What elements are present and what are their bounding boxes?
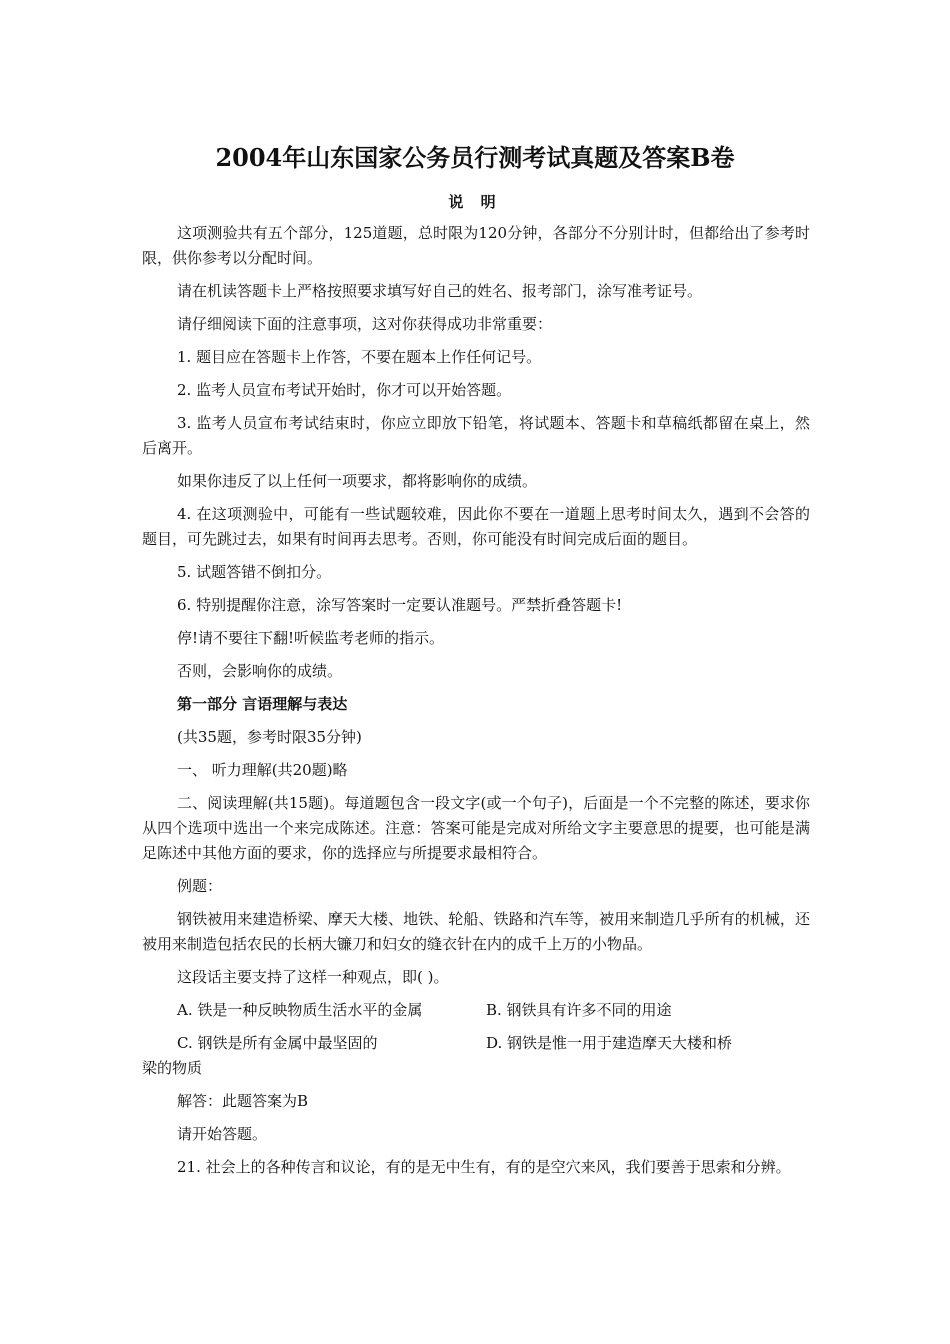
option-d: D. 钢铁是惟一用于建造摩天大楼和桥 [486,1034,733,1052]
question-21: 21. 社会上的各种传言和议论，有的是无中生有，有的是空穴来风，我们要善于思索和分辨。 [177,1158,791,1176]
options-row-1 [142,998,810,1023]
paragraph: 否则，会影响你的成绩。 [177,662,343,680]
answer-line: 解答：此题答案为B [177,1092,309,1110]
paragraph: (共35题，参考时限35分钟) [177,728,362,746]
paragraph: 例题： [177,877,223,895]
paragraph: 请仔细阅读下面的注意事项，这对你获得成功非常重要： [177,315,553,333]
options-row-2 [142,1031,810,1081]
option-d-continuation: 梁的物质 [142,1059,203,1077]
part-title: 第一部分 言语理解与表达 [177,695,348,713]
paragraph: 停!请不要往下翻!听候监考老师的指示。 [177,629,445,647]
numbered-note: 6. 特别提醒你注意，涂写答案时一定要认准题号。严禁折叠答题卡! [177,596,623,614]
paragraph: 一、 听力理解(共20题)略 [177,761,348,779]
section-heading: 说 明 [448,193,502,211]
numbered-note: 4. 在这项测验中，可能有一些试题较难，因此你不要在一道题上思考时间太久，遇到不会答的题目，可先跳过去，如果有时间再去思考。否则，你可能没有时间完成后面的题目。 [142,505,810,548]
option-c: C. 钢铁是所有金属中最坚固的 [177,1034,378,1052]
question-stem: 这段话主要支持了这样一种观点，即( )。 [177,968,449,986]
example-passage: 钢铁被用来建造桥梁、摩天大楼、地铁、轮船、铁路和汽车等，被用来制造几乎所有的机械，还被用来制造包括农民的长柄大镰刀和妇女的缝衣针在内的成千上万的小物品。 [142,910,810,953]
option-b: B. 钢铁具有许多不同的用途 [486,1001,672,1019]
document-title: 2004年山东国家公务员行测考试真题及答案B卷 [215,143,735,172]
paragraph: 请在机读答题卡上严格按照要求填写好自己的姓名、报考部门，涂写准考证号。 [177,282,703,300]
option-a: A. 铁是一种反映物质生活水平的金属 [177,1001,423,1019]
paragraph: 这项测验共有五个部分，125道题，总时限为120分钟，各部分不分别计时，但都给出了参考时限，供你参考以分配时间。 [142,224,810,267]
numbered-note: 2. 监考人员宣布考试开始时，你才可以开始答题。 [177,381,512,399]
paragraph: 如果你违反了以上任何一项要求，都将影响你的成绩。 [177,472,538,490]
numbered-note: 1. 题目应在答题卡上作答，不要在题本上作任何记号。 [177,348,542,366]
paragraph: 请开始答题。 [177,1125,268,1143]
numbered-note: 5. 试题答错不倒扣分。 [177,563,332,581]
numbered-note: 3. 监考人员宣布考试结束时，你应立即放下铅笔，将试题本、答题卡和草稿纸都留在桌上，然后离开。 [142,414,810,457]
paragraph: 二、阅读理解(共15题)。每道题包含一段文字(或一个句子)，后面是一个不完整的陈述，要求你从四个选项中选出一个来完成陈述。注意：答案可能是完成对所给文字主要意思的提要，也可能是满足陈述中其他方面的要求，你的选择应与所提要求最相符合。 [142,794,810,862]
document-body [142,221,810,1188]
